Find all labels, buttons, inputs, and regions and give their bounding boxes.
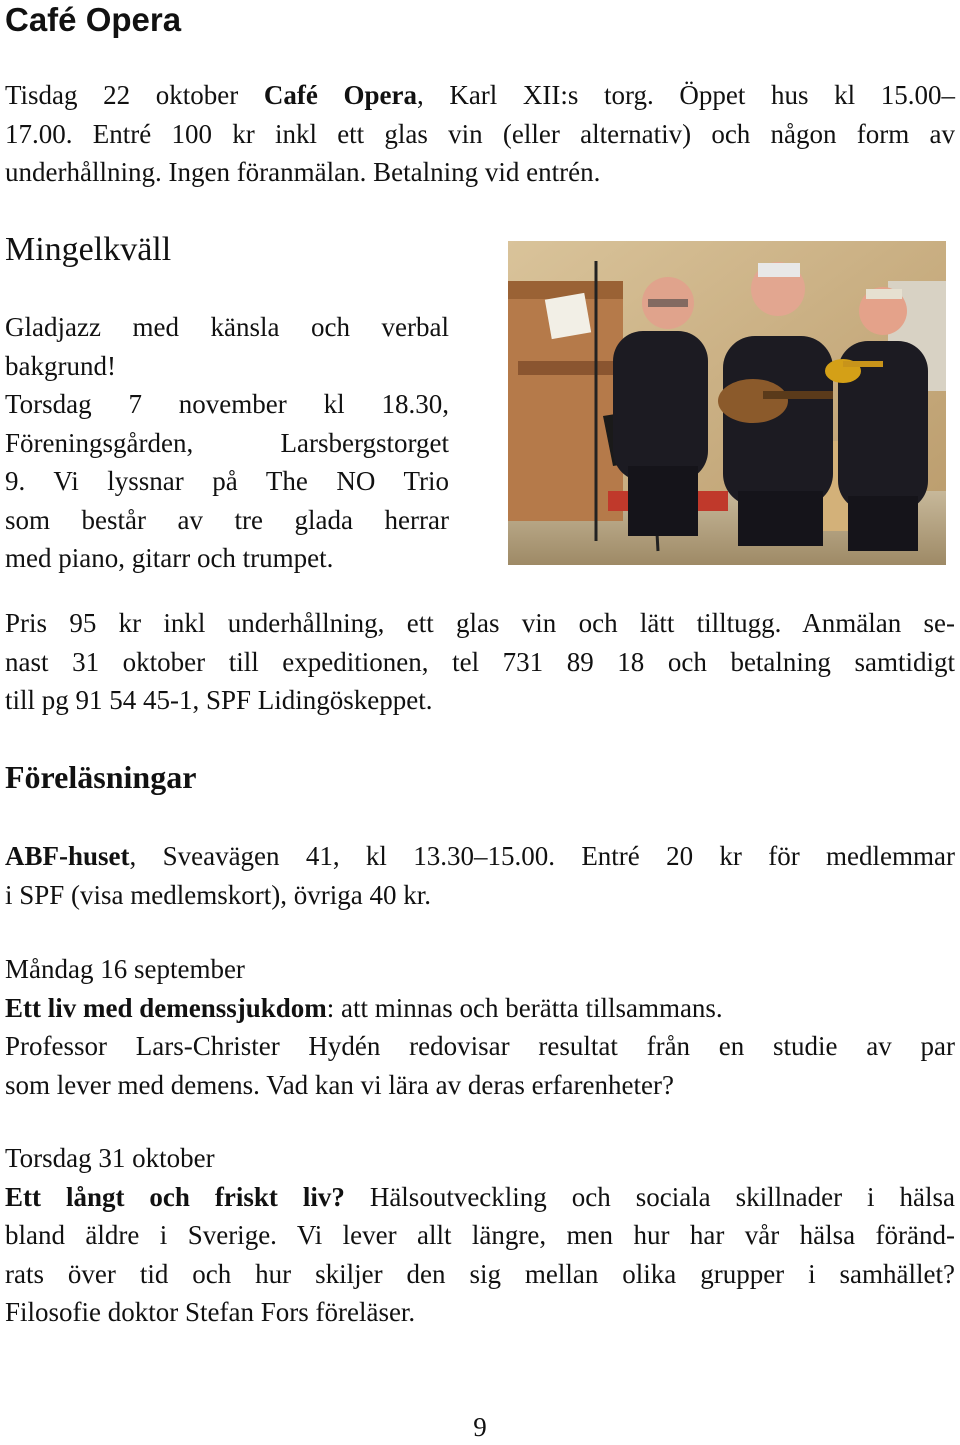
lecture-2-title: Ett långt och friskt liv? Hälsoutveckling och sociala skillnader i hälsa: [5, 1181, 956, 1212]
intro-line-2: 17.00. Entré 100 kr inkl ett glas vin (eller alternativ) och någon form av: [5, 118, 955, 149]
mingel-line-5: 9. Vi lyssnar på The NO Trio: [5, 466, 449, 496]
lecture-2-line-5: Filosofie doktor Stefan Fors föreläser.: [5, 1297, 416, 1327]
lecture-1: [5, 950, 955, 1104]
page-title: Café Opera: [5, 1, 182, 38]
lecture-1-date: Måndag 16 september: [5, 954, 245, 984]
lecture-2-line-4: rats över tid och hur skiljer den sig mellan olika grupper i samhället?: [5, 1258, 955, 1289]
mingel-paragraph: [5, 308, 449, 578]
mingel-line-4: Föreningsgården, Larsbergstorget: [5, 427, 449, 458]
trio-photo: [508, 241, 946, 565]
page-number: 9: [473, 1412, 487, 1442]
intro-line-3: underhållning. Ingen föranmälan. Betalning vid entrén.: [5, 157, 601, 187]
lecture-1-line-4: som lever med demens. Vad kan vi lära av deras erfarenheter?: [5, 1069, 674, 1100]
venue-line-2: i SPF (visa medlemskort), övriga 40 kr.: [5, 879, 431, 910]
mingel-line-1: Gladjazz med känsla och verbal: [5, 312, 449, 342]
price-line-2: nast 31 oktober till expeditionen, tel 731 89 18 och betalning samtidigt: [5, 646, 955, 677]
section-heading-lectures: Föreläsningar: [5, 759, 197, 795]
price-paragraph: [5, 604, 955, 720]
price-line-1: Pris 95 kr inkl underhållning, ett glas vin och lätt tilltugg. Anmälan se-: [5, 608, 955, 638]
venue-name: Café Opera: [263, 80, 417, 110]
lecture-2-line-3: bland äldre i Sverige. Vi lever allt längre, men hur har vår hälsa föränd-: [5, 1220, 955, 1250]
venue-line-1: ABF-huset, Sveavägen 41, kl 13.30–15.00. Entré 20 kr för medlemmar: [5, 841, 955, 871]
intro-line-1: Tisdag 22 oktober Café Opera, Karl XII:s torg. Öppet hus kl 15.00–: [5, 80, 955, 110]
lecture-2-date: Torsdag 31 oktober: [5, 1143, 215, 1173]
section-heading-mingel: Mingelkväll: [5, 231, 172, 268]
venue-bold: ABF-huset: [5, 841, 130, 871]
mingel-line-2: bakgrund!: [5, 350, 116, 381]
price-line-3: till pg 91 54 45-1, SPF Lidingöskeppet.: [5, 685, 433, 715]
lecture-1-line-3: Professor Lars-Christer Hydén redovisar resultat från en studie av par: [5, 1031, 955, 1061]
mingel-line-3: Torsdag 7 november kl 18.30,: [5, 389, 449, 419]
lecture-2: [5, 1139, 955, 1332]
lecture-1-title: Ett liv med demenssjukdom: att minnas och berätta tillsammans.: [5, 992, 723, 1023]
mingel-line-6: som består av tre glada herrar: [5, 504, 449, 535]
mingel-line-7: med piano, gitarr och trumpet.: [5, 543, 334, 573]
venue-paragraph: [5, 837, 955, 914]
intro-paragraph: [5, 76, 955, 192]
